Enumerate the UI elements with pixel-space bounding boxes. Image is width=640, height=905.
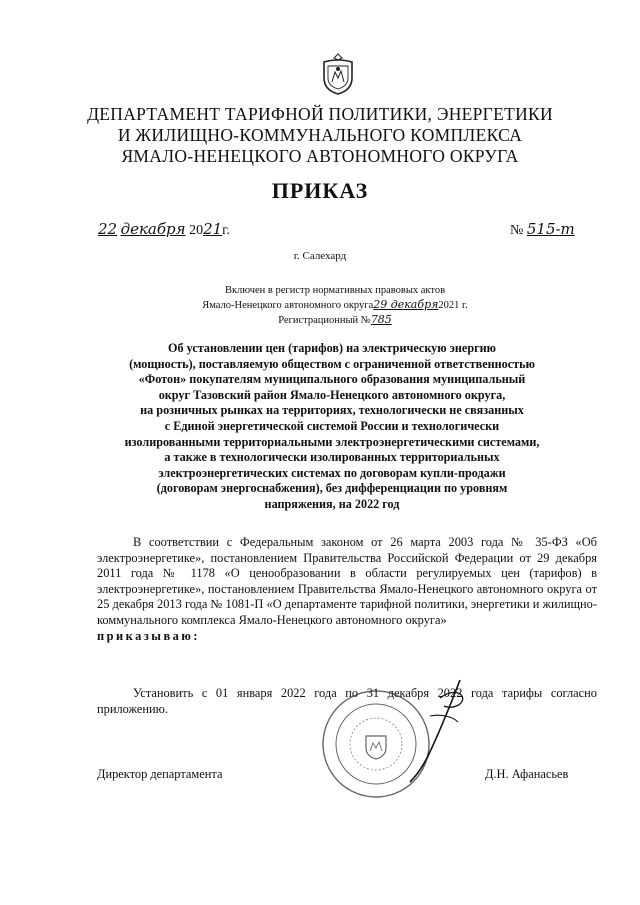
date-month: декабря [120,220,186,238]
order-word: приказываю: [97,628,200,643]
registration-number: 785 [370,313,392,326]
department-name [40,104,600,167]
order-number [510,220,575,239]
subject-line: (мощность), поставляемую обществом с ограниченной ответственностью [129,356,535,371]
subject-line: с Единой энергетической системой России и технологически [164,418,500,433]
subject-line: на розничных рынках на территориях, технологически не связанных [140,403,524,418]
date-year-suffix: 21 [203,220,223,238]
order-date [98,220,230,239]
date-day: 22 [98,220,118,238]
department-line-3: ЯМАЛО-НЕНЕЦКОГО АВТОНОМНОГО ОКРУГА [121,146,519,166]
subject-line: а также в технологически изолированных территориальных [164,450,500,465]
subject-line: округ Тазовский район Ямало-Ненецкого автономного округа, [158,387,506,402]
signatory-position: Директор департамента [97,767,223,781]
coat-of-arms-emblem [318,52,358,96]
date-year-prefix: 20 [189,223,204,238]
subject-line: изолированными территориальными электроэнергетическими системами, [124,434,540,449]
order-subject [92,341,572,513]
registration-year: 2021 г. [438,300,468,311]
department-line-1: ДЕПАРТАМЕНТ ТАРИФНОЙ ПОЛИТИКИ, ЭНЕРГЕТИКИ [87,104,553,124]
registration-line-2 [170,298,500,313]
date-suffix: г. [222,223,230,238]
number-label: № [510,223,524,238]
document-type-title: ПРИКАЗ [271,178,369,203]
preamble-paragraph [97,535,597,644]
registration-line-3 [170,313,500,328]
registration-number-label: Регистрационный № [278,315,371,326]
registration-region: Ямало-Ненецкого автономного округа [202,300,374,311]
subject-line: Об установлении цен (тарифов) на электрическую энергию [168,341,496,355]
order-paragraph: Установить с 01 января 2022 года по 31 декабря 2022 года тарифы согласно приложению. [97,686,597,716]
number-value: 515-т [526,220,575,238]
handwritten-signature [400,676,490,786]
registration-date: 29 декабря [373,298,439,311]
department-line-2: И ЖИЛИЩНО-КОММУНАЛЬНОГО КОМПЛЕКСА [117,125,523,145]
subject-line: (договорам энергоснабжения), без дифференциации по уровням [156,481,508,496]
subject-line: электроэнергетических системах по договорам купли-продажи [158,465,506,480]
city-name: г. Салехард [293,250,347,262]
registration-block [170,284,500,328]
registration-line-1: Включен в регистр нормативных правовых актов [224,285,446,296]
preamble-text: В соответствии с Федеральным законом от 26 марта 2003 года № 35-ФЗ «Об электроэнергетике», постановлением Правительства Российской Федерации от 29 декабря 2011 года № 1178 «О ценообразовании в области регулируемых цен (тарифов) в электроэнергетике», постановлением Правительства Ямало-Ненецкого автономного округа от 25 декабря 2013 года № 1081-П «О департаменте тарифной политики, энергетики и жилищно-коммунального комплекса Ямало-Ненецкого автономного округа» [97,535,597,627]
subject-line: напряжения, на 2022 год [264,496,400,511]
signatory-name: Д.Н. Афанасьев [485,767,569,781]
subject-line: «Фотон» покупателям муниципального образования муниципальный [138,372,526,387]
